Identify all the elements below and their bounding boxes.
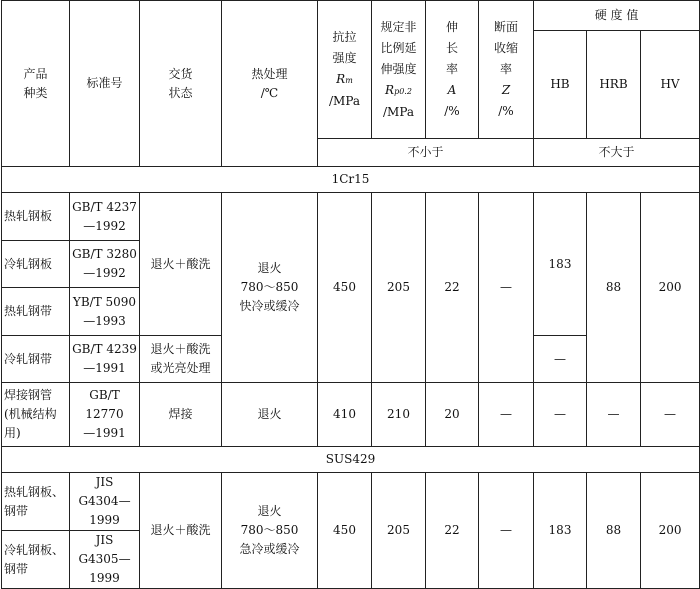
section-title-sus429: SUS429 [2,447,700,473]
header-heat-treatment: 热处理 /℃ [222,1,318,167]
standard-no: GB/T 4237 —1992 [70,193,140,241]
tensile-value: 450 [318,193,372,383]
tensile-value: 450 [318,473,372,589]
hrb-value: 88 [587,193,641,383]
header-reduction-of-area: 断面 收缩 率 Z /% [479,1,534,139]
yield-value: 210 [372,383,426,447]
reduction-value: — [479,193,534,383]
product-cold-rolled-plate: 冷轧钢板 [2,241,70,288]
header-hb: HB [534,31,587,139]
product-hot-rolled-plate: 热轧钢板 [2,193,70,241]
header-not-greater-than: 不大于 [534,139,700,167]
heat-treatment-1cr15: 退火 780～850 快冷或缓冷 [222,193,318,383]
header-hardness: 硬 度 值 [534,1,700,31]
elongation-value: 22 [426,193,479,383]
hrb-value: 88 [587,473,641,589]
header-not-less-than: 不小于 [318,139,534,167]
yield-value: 205 [372,473,426,589]
delivery-annealed-pickled-or-bright: 退火＋酸洗 或光亮处理 [140,336,222,383]
standard-no: GB/T 4239 —1991 [70,336,140,383]
yield-value: 205 [372,193,426,383]
header-yield-strength: 规定非 比例延 伸强度 Rp0.2 /MPa [372,1,426,139]
header-hv: HV [641,31,700,139]
hrb-value: — [587,383,641,447]
product-hot-rolled-strip: 热轧钢带 [2,288,70,336]
hv-value: 200 [641,193,700,383]
standard-no: YB/T 5090 —1993 [70,288,140,336]
steel-properties-table [1,0,700,589]
tensile-value: 410 [318,383,372,447]
elongation-value: 20 [426,383,479,447]
elongation-value: 22 [426,473,479,589]
standard-no: GB/T 12770 —1991 [70,383,140,447]
header-elongation: 伸 长 率 A /% [426,1,479,139]
hb-value: — [534,383,587,447]
heat-treatment-sus429: 退火 780～850 急冷或缓冷 [222,473,318,589]
delivery-annealed-pickled: 退火＋酸洗 [140,193,222,336]
delivery-annealed-pickled: 退火＋酸洗 [140,473,222,589]
hv-value: 200 [641,473,700,589]
header-delivery-state: 交货 状态 [140,1,222,167]
product-cold-rolled-strip: 冷轧钢带 [2,336,70,383]
header-tensile-strength: 抗拉 强度 Rm /MPa [318,1,372,139]
standard-no: GB/T 3280 —1992 [70,241,140,288]
header-product-type: 产品 种类 [2,1,70,167]
standard-no: JIS G4304—1999 [70,473,140,531]
heat-treatment-annealed: 退火 [222,383,318,447]
product-welded-pipe: 焊接钢管 (机械结构 用) [2,383,70,447]
product-cold-rolled-plate-strip: 冷轧钢板、 钢带 [2,531,70,589]
reduction-value: — [479,473,534,589]
reduction-value: — [479,383,534,447]
header-standard-no: 标准号 [70,1,140,167]
header-hrb: HRB [587,31,641,139]
hb-value: — [534,336,587,383]
hb-value: 183 [534,473,587,589]
section-title-1cr15: 1Cr15 [2,167,700,193]
hb-value: 183 [534,193,587,336]
product-hot-rolled-plate-strip: 热轧钢板、 钢带 [2,473,70,531]
standard-no: JIS G4305—1999 [70,531,140,589]
delivery-welded: 焊接 [140,383,222,447]
hv-value: — [641,383,700,447]
